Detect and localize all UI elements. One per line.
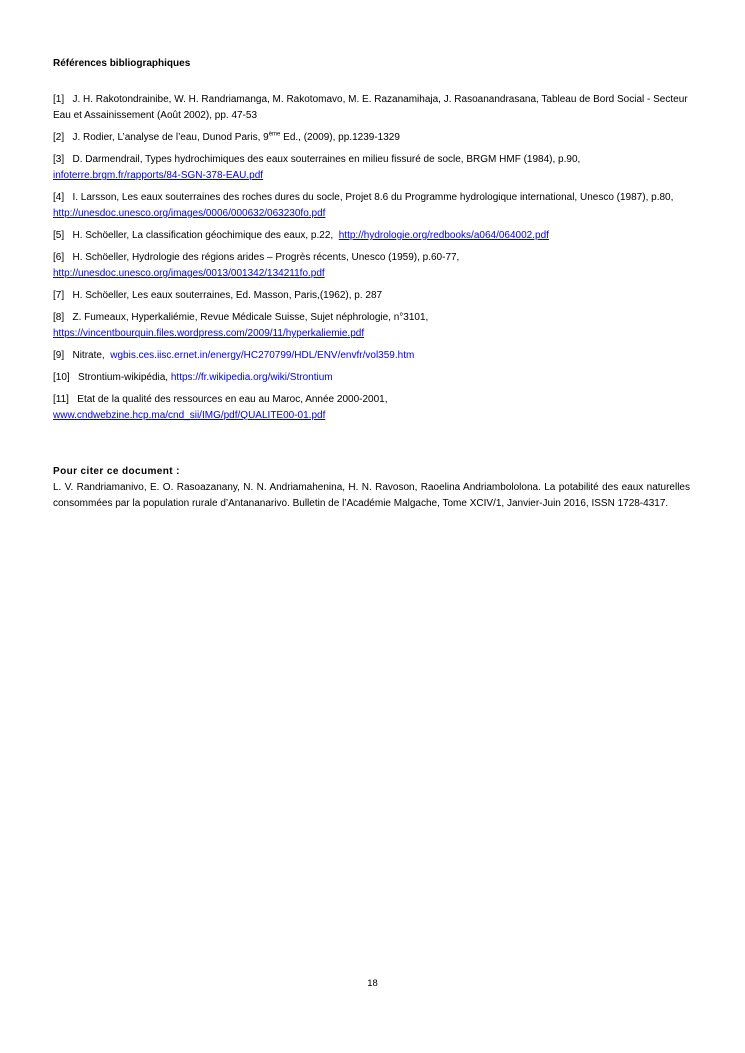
reference-link[interactable]: http://hydrologie.org/redbooks/a064/064002.pdf <box>338 230 549 241</box>
reference-number: [8] <box>53 312 65 323</box>
reference-number: [3] <box>53 154 65 165</box>
reference-text: H. Schöeller, Les eaux souterraines, Ed. Masson, Paris,(1962), p. 287 <box>72 290 383 301</box>
reference-item <box>53 152 690 184</box>
reference-item <box>53 370 690 386</box>
reference-link[interactable]: infoterre.brgm.fr/rapports/84-SGN-378-EAU.pdf <box>53 170 264 181</box>
reference-number: [6] <box>53 252 65 263</box>
reference-link[interactable]: https://vincentbourquin.files.wordpress.com/2009/11/hyperkaliemie.pdf <box>53 328 365 339</box>
reference-item <box>53 288 690 304</box>
reference-link[interactable]: www.cndwebzine.hcp.ma/cnd_sii/IMG/pdf/QUALITE00-01.pdf <box>53 410 326 421</box>
reference-text: J. H. Rakotondrainibe, W. H. Randriamanga, M. Rakotomavo, M. E. Razanamihaja, J. Rasoanandrasana, Tableau de Bord Social - Secteur Eau et Assainissement (Août 2002), pp. 47-53 <box>53 94 688 121</box>
reference-number: [5] <box>53 230 65 241</box>
reference-text: Nitrate, <box>72 350 105 361</box>
reference-link[interactable]: https://fr.wikipedia.org/wiki/Strontium <box>170 372 333 383</box>
reference-link[interactable]: wgbis.ces.iisc.ernet.in/energy/HC270799/HDL/ENV/envfr/vol359.htm <box>110 350 415 361</box>
reference-item <box>53 392 690 424</box>
reference-text: Etat de la qualité des ressources en eau au Maroc, Année 2000-2001, <box>77 394 388 405</box>
reference-number: [9] <box>53 350 65 361</box>
reference-item <box>53 250 690 282</box>
reference-number: [1] <box>53 94 65 105</box>
reference-item <box>53 190 690 222</box>
reference-item <box>53 348 690 364</box>
reference-text: Z. Fumeaux, Hyperkaliémie, Revue Médicale Suisse, Sujet néphrologie, n°3101, <box>72 312 429 323</box>
reference-number: [11] <box>53 394 69 405</box>
reference-number: [7] <box>53 290 65 301</box>
reference-item <box>53 228 690 244</box>
reference-link[interactable]: http://unesdoc.unesco.org/images/0006/000632/063230fo.pdf <box>53 208 326 219</box>
reference-text: H. Schöeller, Hydrologie des régions arides – Progrès récents, Unesco (1959), p.60-77, <box>72 252 460 263</box>
reference-text: H. Schöeller, La classification géochimique des eaux, p.22, <box>72 230 334 241</box>
reference-text-continued: Ed., (2009), pp.1239-1329 <box>280 132 400 143</box>
reference-text: D. Darmendrail, Types hydrochimiques des eaux souterraines en milieu fissuré de socle, BRGM HMF (1984), p.90, <box>72 154 581 165</box>
reference-text: I. Larsson, Les eaux souterraines des roches dures du socle, Projet 8.6 du Programme hydrologique international, Unesco (1987), p.80, <box>72 192 674 203</box>
reference-number: [10] <box>53 372 70 383</box>
reference-item <box>53 130 690 146</box>
reference-item <box>53 92 690 124</box>
page-content <box>53 56 690 512</box>
reference-number: [2] <box>53 132 65 143</box>
reference-superscript: ème <box>268 131 281 138</box>
reference-number: [4] <box>53 192 65 203</box>
reference-link[interactable]: http://unesdoc.unesco.org/images/0013/001342/134211fo.pdf <box>53 268 325 279</box>
cite-text: L. V. Randriamanivo, E. O. Rasoazanany, N. N. Andriamahenina, H. N. Ravoson, Raoelina Andriambololona. La potabilité des eaux naturelles consommées par la population rurale d’Antananarivo. Bulletin de l’Académie Malgache, Tome XCIV/1, Janvier-Juin 2016, ISSN 1728-4317. <box>53 482 690 509</box>
cite-heading: Pour citer ce document : <box>53 466 180 477</box>
reference-text: J. Rodier, L’analyse de l’eau, Dunod Paris, 9 <box>72 132 269 143</box>
reference-text: Strontium-wikipédia, <box>78 372 169 383</box>
references-heading: Références bibliographiques <box>53 58 191 69</box>
reference-item <box>53 310 690 342</box>
page-number: 18 <box>367 978 378 989</box>
